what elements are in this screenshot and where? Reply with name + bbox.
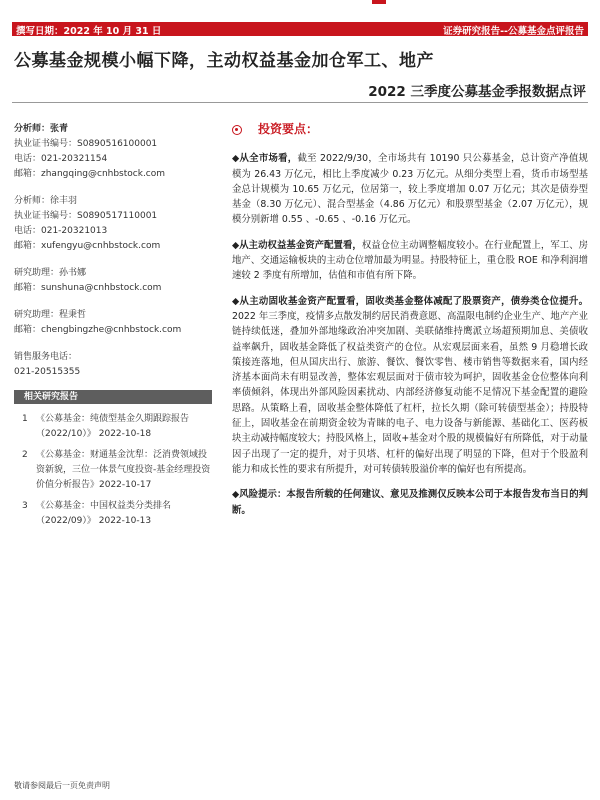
analyst-name: 分析师：徐丰羽 bbox=[14, 196, 78, 206]
key-point-paragraph bbox=[232, 151, 588, 227]
related-report-number: 2 bbox=[22, 450, 28, 460]
related-report-number: 1 bbox=[22, 414, 28, 424]
analyst-block bbox=[14, 122, 214, 182]
key-points-heading bbox=[232, 122, 588, 137]
analyst-email[interactable]: 邮箱：xufengyu@cnhbstock.com bbox=[14, 241, 161, 251]
title-divider bbox=[12, 102, 588, 103]
assistant-block bbox=[14, 308, 214, 338]
key-point-lead: ◆从主动权益基金资产配置看， bbox=[232, 239, 362, 251]
analyst-phone: 电话：021-20321154 bbox=[14, 154, 108, 164]
sales-phone: 021-20515355 bbox=[14, 367, 81, 377]
report-category: 证券研究报告--公募基金点评报告 bbox=[443, 26, 584, 37]
related-report-item[interactable] bbox=[14, 499, 214, 529]
analyst-email[interactable]: 邮箱：zhangqing@cnhbstock.com bbox=[14, 169, 166, 179]
related-reports-list bbox=[14, 412, 214, 529]
risk-warning-lead: ◆风险提示：本报告所载的任何建议、意见及推测仅反映本公司于本报告发布当日的判断。 bbox=[232, 489, 588, 516]
analyst-name: 分析师：张青 bbox=[14, 124, 69, 134]
assistant-email[interactable]: 邮箱：chengbingzhe@cnhbstock.com bbox=[14, 325, 182, 335]
left-sidebar bbox=[14, 122, 214, 535]
key-point-paragraph bbox=[232, 294, 588, 478]
key-point-body: 权益仓位主动调整幅度较小。在行业配置上，军工、房地产、交通运输板块的主动仓位增加最为明显。持股特征上，重仓股 ROE 和净利润增速较 2 季度有所增加，估值和市值有所下降。 bbox=[232, 239, 588, 282]
sales-label: 销售服务电话： bbox=[14, 352, 78, 362]
analyst-license: 执业证书编号：S0890516100001 bbox=[14, 139, 158, 149]
related-report-text: 《公募基金：中国权益类分类排名（2022/09）》 2022-10-13 bbox=[36, 501, 172, 526]
related-report-item[interactable] bbox=[14, 448, 214, 493]
related-report-item[interactable] bbox=[14, 412, 214, 442]
related-report-text: 《公募基金：财通基金沈犁：泛消费领域投资新貌，三位一体景气度投资-基金经理投资价值分析报告》2022-10-17 bbox=[36, 450, 211, 490]
key-point-paragraph bbox=[232, 238, 588, 284]
analyst-block bbox=[14, 194, 214, 254]
page-footer: 敬请参阅最后一页免责声明 bbox=[14, 781, 110, 790]
key-point-body: 2022 年三季度，疫情多点散发制约居民消费意愿、高温限电制约企业生产、地产产业链持续低迷，叠加外部地缘政治冲突加剧、美联储维持鹰派立场超预期加息、美债收益率飙升，固收基金降低了权益类资产的仓位。从宏观层面来看，虽然 9 月稳增长政策接连落地，但从国庆出行、旅游、餐饮、餐饮零售、楼市销售等数据来看，国内经济基本面尚未有明显改善，整体宏观层面对于债市较为呵护，固收基金仓位整体向利率债倾斜，体现出外部风险因素扰动、内部经济修复动能不足情况下基金配置的避险思路。从策略上看，固收基金整体降低了杠杆，拉长久期（除可转债型基金）；持股特征上，固收基金在前期资金较为青睐的电子、电力设备与新能源、基础化工、医药板块主动减持幅度较大；持股风格上，固收+基金对个股的规模偏好有所降低，对于动量因子出现了一定的提升，对于贝塔、杠杆的偏好出现了明显的下降，但对于个股盈利能力和成长性的要求有所提升，对可转债转股溢价率的偏好也有所提高。 bbox=[232, 310, 588, 475]
analyst-license: 执业证书编号：S0890517110001 bbox=[14, 211, 158, 221]
assistant-name: 研究助理：孙书娜 bbox=[14, 268, 87, 278]
report-title: 公募基金规模小幅下降，主动权益基金加仓军工、地产 bbox=[14, 51, 434, 71]
assistant-block bbox=[14, 266, 214, 296]
risk-warning-paragraph bbox=[232, 487, 588, 518]
key-points-section bbox=[232, 122, 588, 528]
related-report-text: 《公募基金：纯债型基金久期跟踪报告（2022/10）》 2022-10-18 bbox=[36, 414, 190, 439]
key-point-lead: ◆从主动固收基金资产配置看，固收类基金整体减配了股票资产，债券类仓位提升。 bbox=[232, 295, 588, 307]
key-point-lead: ◆从全市场看， bbox=[232, 153, 298, 165]
related-report-number: 3 bbox=[22, 501, 28, 511]
sales-contact bbox=[14, 350, 214, 380]
key-point-body: 截至 2022/9/30，全市场共有 10190 只公募基金，总计资产净值规模为 26.43 万亿元，相比上季度减少 0.23 万亿元。从细分类型上看，货币市场型基金总计规模为 10.65 万亿元，位居第一，较上季度增加 0.07 万亿元；其次是债券型基金（8.30 万亿元）、混合型基金（4.86 万亿元）和股票型基金（2.07 万亿元），规模分别新增 0.55 、-0.65 、-0.16 万亿元。 bbox=[232, 153, 588, 226]
report-date: 撰写日期：2022 年 10 月 31 日 bbox=[16, 26, 162, 37]
analyst-phone: 电话：021-20321013 bbox=[14, 226, 108, 236]
assistant-name: 研究助理：程秉哲 bbox=[14, 310, 87, 320]
related-reports-header: 相关研究报告 bbox=[14, 390, 212, 404]
key-points-title: 投资要点： bbox=[258, 122, 319, 136]
assistant-email[interactable]: 邮箱：sunshuna@cnhbstock.com bbox=[14, 283, 162, 293]
report-subtitle: 2022 三季度公募基金季报数据点评 bbox=[368, 84, 586, 100]
target-bullet-icon bbox=[232, 125, 242, 135]
header-bar bbox=[12, 22, 588, 36]
top-accent-mark bbox=[372, 0, 386, 4]
